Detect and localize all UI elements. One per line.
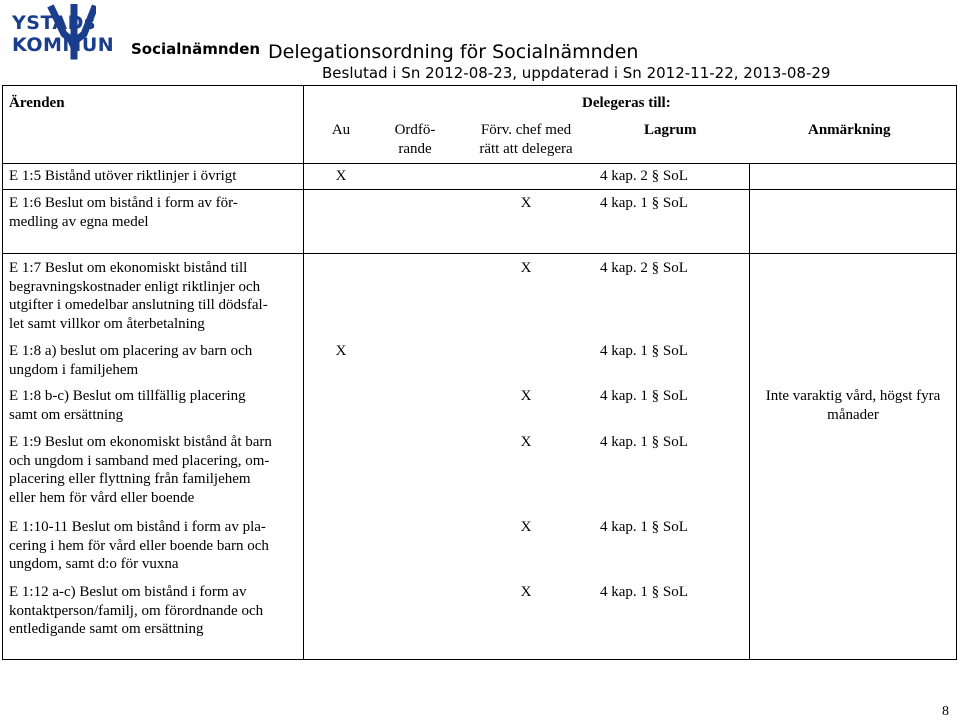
table-border — [2, 189, 957, 190]
row-arende: E 1:10-11 Beslut om bistånd i form av pla- cering i hem för vård eller boende barn och ungdom, samt d:o för vuxna — [9, 519, 269, 572]
page-subtitle: Beslutad i Sn 2012-08-23, uppdaterad i Sn 2012-11-22, 2013-08-29 — [322, 64, 831, 82]
row-forv-mark: X — [520, 519, 532, 535]
row-anmarkning: Inte varaktig vård, högst fyra månader — [765, 388, 941, 423]
header-au: Au — [331, 122, 351, 138]
row-lagrum: 4 kap. 1 § SoL — [600, 519, 688, 535]
table-border — [2, 85, 957, 86]
row-lagrum: 4 kap. 1 § SoL — [600, 434, 688, 450]
header-delegeras: Delegeras till: — [582, 95, 671, 111]
row-lagrum: 4 kap. 1 § SoL — [600, 388, 688, 404]
table-border — [2, 659, 957, 660]
row-forv-mark: X — [520, 195, 532, 211]
row-forv-mark: X — [520, 260, 532, 276]
row-arende: E 1:8 b-c) Beslut om tillfällig placering samt om ersättning — [9, 388, 246, 423]
header-lagrum: Lagrum — [644, 122, 697, 138]
row-lagrum: 4 kap. 1 § SoL — [600, 195, 688, 211]
row-forv-mark: X — [520, 584, 532, 600]
header-ordforande: Ordfö- rande — [394, 122, 436, 157]
header-arenden: Ärenden — [9, 95, 65, 111]
row-lagrum: 4 kap. 2 § SoL — [600, 260, 688, 276]
row-arende: E 1:8 a) beslut om placering av barn och ungdom i familjehem — [9, 343, 253, 378]
row-arende: E 1:9 Beslut om ekonomiskt bistånd åt barn och ungdom i samband med placering, om- placering eller flyttning från familjehem eller hem för vård eller boende — [9, 434, 272, 506]
table-border — [749, 163, 750, 660]
row-arende: E 1:12 a-c) Beslut om bistånd i form av kontaktperson/familj, om förordnande och entledigande samt om ersättning — [9, 584, 264, 637]
department-name: Socialnämnden — [131, 40, 261, 58]
table-border — [2, 253, 957, 254]
row-arende: E 1:6 Beslut om bistånd i form av för- medling av egna medel — [9, 195, 238, 230]
page-number: 8 — [942, 704, 949, 719]
header-anmarkning: Anmärkning — [808, 122, 891, 138]
row-forv-mark: X — [520, 434, 532, 450]
page-title: Delegationsordning för Socialnämnden — [268, 41, 639, 63]
row-lagrum: 4 kap. 1 § SoL — [600, 343, 688, 359]
table-border — [956, 85, 957, 660]
logo-text-top: YSTADs — [12, 12, 96, 34]
row-lagrum: 4 kap. 2 § SoL — [600, 168, 688, 184]
logo-text-bottom: KOMMUN — [12, 34, 115, 56]
row-arende: E 1:7 Beslut om ekonomiskt bistånd till begravningskostnader enligt riktlinjer och utgifter i omedelbar anslutning till dödsfal- let samt villkor om återbetalning — [9, 260, 268, 332]
table-border — [2, 85, 3, 660]
header-forv-chef: Förv. chef med rätt att delegera — [479, 122, 573, 157]
table-border — [2, 163, 957, 164]
row-forv-mark: X — [520, 388, 532, 404]
row-au-mark: X — [335, 343, 347, 359]
ystad-logo — [10, 4, 261, 62]
row-arende: E 1:5 Bistånd utöver riktlinjer i övrigt — [9, 168, 237, 184]
table-border — [303, 85, 304, 660]
row-lagrum: 4 kap. 1 § SoL — [600, 584, 688, 600]
row-au-mark: X — [335, 168, 347, 184]
